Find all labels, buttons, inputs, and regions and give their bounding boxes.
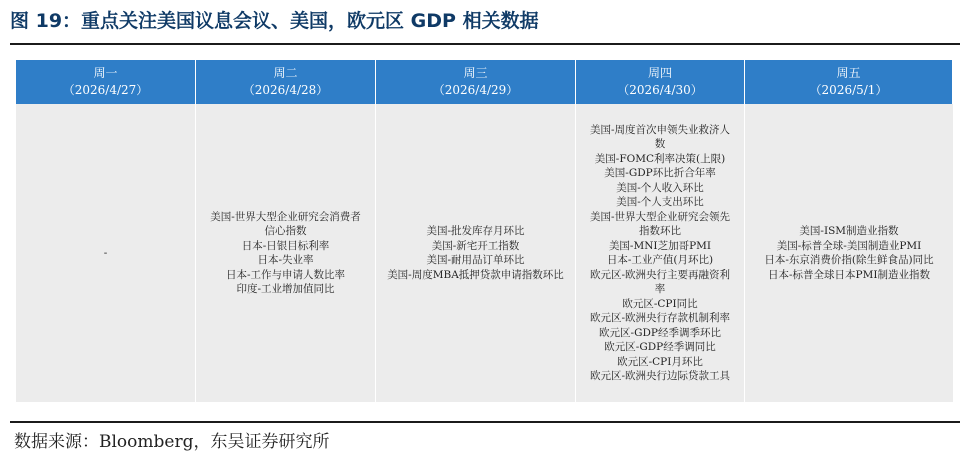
event-item: 欧元区-CPI月环比	[617, 355, 703, 368]
calendar-table	[16, 60, 953, 402]
event-item: 欧元区-CPI同比	[622, 297, 698, 310]
header-thursday	[576, 60, 745, 104]
header-day: 周一	[93, 66, 118, 80]
header-day: 周四	[647, 66, 672, 80]
top-rule	[10, 43, 960, 45]
event-item: 美国-周度MBA抵押贷款申请指数环比	[387, 268, 564, 281]
event-item: 美国-新宅开工指数	[431, 239, 520, 252]
event-list	[764, 224, 933, 282]
event-item: 美国-个人支出环比	[616, 196, 704, 208]
event-item: 日本-工业产值(月环比)	[606, 254, 714, 266]
event-item: 美国-标普全球-美国制造业PMI	[776, 239, 922, 252]
event-item: 美国-MNI芝加哥PMI	[608, 239, 712, 252]
header-monday	[16, 60, 196, 104]
cell-monday	[16, 104, 196, 402]
event-item: 美国-耐用品订单环比	[426, 254, 525, 266]
event-item: 美国-FOMC利率决策(上限)	[594, 152, 726, 165]
header-wednesday	[376, 60, 576, 104]
event-item: 美国-GDP环比折合年率	[604, 167, 716, 179]
header-date: （2026/4/28）	[242, 83, 329, 97]
header-friday	[745, 60, 953, 104]
header-tuesday	[196, 60, 376, 104]
event-item: 欧元区-GDP经季调同比	[604, 341, 716, 353]
figure-title: 图 19：重点关注美国议息会议、美国，欧元区 GDP 相关数据	[10, 10, 539, 32]
cell-friday	[745, 104, 953, 402]
bottom-rule	[10, 421, 960, 423]
header-day: 周五	[836, 66, 861, 80]
header-date: （2026/4/29）	[432, 83, 519, 97]
event-item: 美国-世界大型企业研究会消费者信心指数	[210, 210, 361, 237]
event-item: 美国-世界大型企业研究会领先指数环比	[589, 210, 731, 237]
event-item: 美国-个人收入环比	[616, 181, 704, 194]
event-item: 欧元区-欧洲央行主要再融资利率	[589, 268, 731, 295]
event-item: 日本-工作与申请人数比率	[225, 268, 346, 281]
event-list	[104, 246, 108, 261]
cell-tuesday	[196, 104, 376, 402]
event-item: -	[103, 246, 108, 259]
event-item: 日本-失业率	[257, 254, 314, 266]
header-date: （2026/4/27）	[62, 83, 149, 97]
header-date: （2026/4/30）	[617, 83, 703, 97]
event-item: 欧元区-GDP经季调季环比	[599, 326, 721, 339]
cell-wednesday	[376, 104, 576, 402]
event-item: 美国-批发库存月环比	[426, 225, 525, 237]
header-date: （2026/5/1）	[809, 83, 888, 97]
event-list	[206, 210, 365, 297]
header-day: 周三	[463, 66, 488, 80]
event-list	[387, 224, 564, 282]
cell-thursday	[576, 104, 745, 402]
event-item: 欧元区-欧洲央行边际贷款工具	[589, 370, 731, 382]
event-item: 日本-日银目标利率	[241, 239, 330, 252]
event-item: 美国-ISM制造业指数	[799, 225, 899, 237]
event-item: 美国-周度首次申领失业救济人数	[589, 123, 731, 150]
source-note: 数据来源：Bloomberg，东吴证券研究所	[14, 432, 330, 452]
event-item: 印度-工业增加值同比	[236, 283, 335, 295]
header-day: 周二	[273, 66, 298, 80]
event-item: 欧元区-欧洲央行存款机制利率	[589, 312, 731, 324]
event-item: 日本-东京消费价指(除生鲜食品)同比	[764, 254, 934, 266]
event-item: 日本-标普全球日本PMI制造业指数	[767, 268, 930, 281]
event-list	[586, 123, 734, 384]
